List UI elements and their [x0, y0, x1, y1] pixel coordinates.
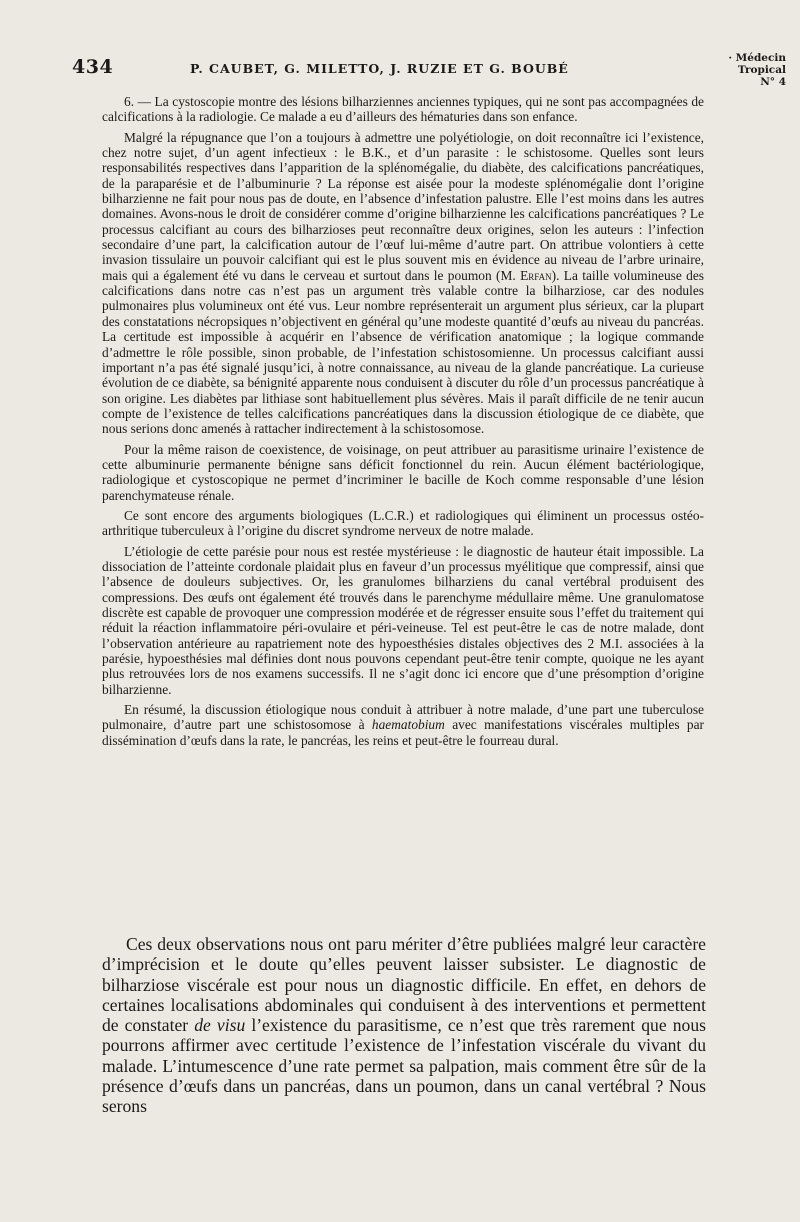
author-name-erfan: Erfan — [520, 267, 552, 283]
paragraph-biological-arguments: Ce sont encore des arguments biologiques (L.C.R.) et radiologiques qui éliminent un processus ostéo-arthritique tuberculeux à l’origine du discret syndrome nerveux de notre malade. — [102, 507, 704, 539]
paragraph-albuminuria: Pour la même raison de coexistence, de voisinage, on peut attribuer au parasitisme urinaire l’existence de cette albuminurie permanente bénigne sans déficit fonctionnel du rein. Aucun élément bactériologique, radiologique et cystoscopique ne permet d’incriminer le bacille de Koch comme responsable d’une lésion parenchymateuse rénale. — [102, 441, 704, 503]
paragraph-paresis: L’étiologie de cette parésie pour nous est restée mystérieuse : le diagnostic de hauteur était impossible. La dissociation de l’atteinte cordonale plaidait plus en faveur d’un processus myélitique que compressif, ainsi que l’absence de douleurs subjectives. Or, les granulomes bilharziens du canal vertébral produisent des compressions. Des œufs ont également été trouvés dans le parenchyme médullaire même. Une granulomatose discrète est capable de provoquer une compression modérée et de régresser ensuite sous l’effet du traitement qui réduit la réaction inflammatoire péri-ovulaire et péri-veineuse. Tel est peut-être le cas de notre malade, dont l’observation antérieure au rapatriement note des hypoesthésies distales objectives des 2 M.I. associées à la parésie, hypoesthésies mal définies dont nous pouvons cependant peut-être tenir compte, quoique ne les ayant plus retrouvées lors de nos examens successifs. Il ne s’agit donc ici encore que d’une présomption d’origine bilharzienne. — [102, 543, 704, 697]
paragraph-summary — [102, 702, 704, 748]
paragraph-summary-part-2: avec manifestations viscérales multiples par dissémination d’œufs dans la rate, le pancréas, les reins et peut-être le fourreau dural. — [102, 717, 704, 748]
paragraph-polyetiology — [102, 130, 704, 437]
paragraph-cystoscopy: 6. — La cystoscopie montre des lésions bilharziennes anciennes typiques, qui ne sont pas accompagnées de calcifications à la radiologie. Ce malade a eu d’ailleurs des hématuries dans son enfance. — [102, 94, 704, 125]
running-header: P. CAUBET, G. MILETTO, J. RUZIE ET G. BOUBÉ — [190, 61, 569, 76]
journal-tag — [696, 52, 786, 88]
italic-haematobium: haematobium — [371, 717, 445, 733]
journal-tag-line-2: Tropical — [737, 64, 786, 76]
paragraph-conclusion-part-2: l’existence du parasitisme, ce n’est que très rarement que nous pourrons affirmer avec certitude l’existence de l’infestation viscérale du vivant du malade. L’intumescence d’une rate permet sa palpation, mais comment être sûr de la présence d’œufs dans un pancréas, dans un poumon, dans un canal vertébral ? Nous serons — [102, 1015, 706, 1117]
journal-tag-line-3: N° 4 — [760, 76, 786, 88]
body-text — [102, 94, 704, 753]
italic-de-visu: de visu — [194, 1015, 246, 1036]
paragraph-conclusion — [102, 934, 706, 1117]
paragraph-polyetiology-part-2: ). La taille volumineuse des calcifications dans notre cas n’est pas un argument très valable contre la bilharziose, car des nodules pulmonaires plus volumineux ont été vus. Leur nombre représenterait un argument plus sérieux, car la plupart des constatations nécropsiques n’objectivent en général qu’une modeste quantité d’œufs au niveau du pancréas. La certitude est impossible à acquérir en l’absence de vérification anatomique ; la logique commande d’admettre le rôle possible, sinon probable, de l’infestation schistosomienne. Un processus calcifiant aussi important n’a pas été signalé jusqu’ici, à notre connaissance, au niveau de la glande pancréatique. La curieuse évolution de ce diabète, sa bénignité apparente nous conduisent à discuter du rôle d’un processus pancréatique à son origine. Les diabètes par lithiase sont habituellement plus sévères. Mais il paraît difficile de ne tenir aucun compte de l’existence de telles calcifications pancréatiques dans la discussion étiologique de ce diabète, que nous serions donc amenés à rattacher indirectement à la schistosomose. — [102, 267, 704, 437]
paragraph-conclusion-part-1: Ces deux observations nous ont paru mériter d’être publiées malgré leur caractère d’imprécision et le doute qu’elles peuvent laisser subsister. Le diagnostic de bilharziose viscérale est pour nous un diagnostic difficile. En effet, en dehors de certaines localisations abdominales qui conduisent à des interventions et permettent de constater — [102, 934, 706, 1036]
paragraph-summary-part-1: En résumé, la discussion étiologique nous conduit à attribuer à notre malade, d’une part une tuberculose pulmonaire, d’autre part une schistosomose à — [102, 702, 704, 733]
paragraph-polyetiology-part-1: Malgré la répugnance que l’on a toujours à admettre une polyétiologie, on doit reconnaître ici l’existence, chez notre sujet, d’un agent infectieux : le B.K., et d’un parasite : le schistosome. Quelles sont leurs responsabilités respectives dans l’apparition de la splénomégalie, du diabète, des calcifications pancréatiques, de la paraparésie et de l’albuminurie ? La réponse est aisée pour la modeste splénomégalie dont l’origine bilharzienne ne fait pour nous pas de doute, en l’absence d’infestation palustre. Elle l’est moins dans les autres domaines. Avons-nous le droit de considérer comme d’origine bilharzienne les calcifications pancréatiques ? Le processus calcifiant au cours des bilharzioses peut reconnaître deux origines, selon les auteurs : l’infection secondaire d’une part, la calcification autour de l’œuf lui-même d’autre part. On attribue volontiers à cette invasion tissulaire un pouvoir calcifiant qui est le plus souvent mis en évidence au niveau de l’arbre urinaire, mais qui a également été vu dans le cerveau et surtout dans le poumon (M. — [102, 129, 704, 283]
page-number: 434 — [72, 56, 114, 78]
conclusion-text — [102, 934, 706, 1117]
journal-tag-line-1: · Médecin — [728, 52, 786, 64]
